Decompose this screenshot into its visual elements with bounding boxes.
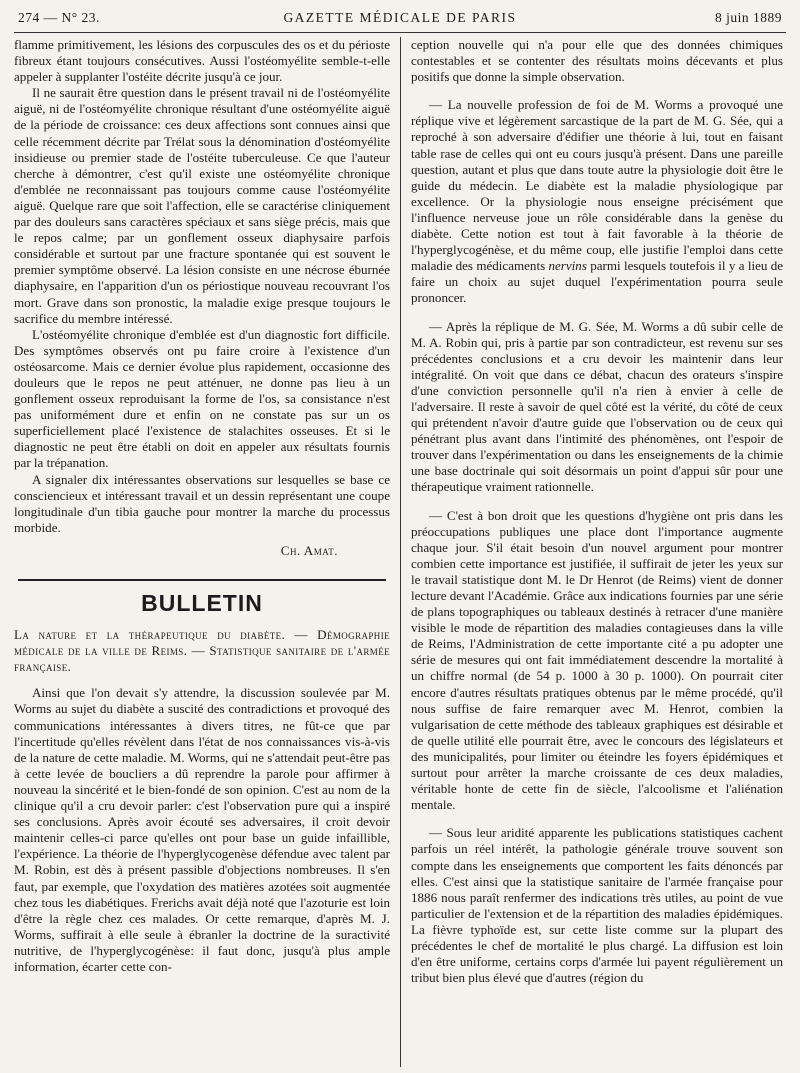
journal-title: GAZETTE MÉDICALE DE PARIS	[283, 10, 517, 25]
paragraph: Il ne saurait être question dans le présent travail ni de l'ostéomyélite aiguë, ni de l'ostéomyélite chronique résultant d'une ostéomyélite aiguë de la période de croissance: ces deux affections sont connues ainsi que celle récemment décrite par Trélat sous la dénomination d'ostéomyélite insidieuse ou premier stade de l'ostéite tuberculeuse. Ce que l'auteur cherche à démontrer, c'est qu'il existe une ostéomyélite chronique d'emblée ne reconnaissant pas toujours comme cause l'ostéomyélite aiguë. Quelque rare que soit l'affection, elle se caractérise cliniquement par des douleurs sans caractères spéciaux et sans siège précis, mais que le repos calme; par un gonflement osseux diaphysaire parfois considérable et surtout par une fracture spontanée qui est souvent le premier symptôme observé. La lésion consiste en une nécrose éburnée diaphysaire, en l'apparition d'un os périostique nouveau recouvrant l'os mort. Grave dans son pronostic, la maladie exige presque toujours le sacrifice du membre intéressé.	[14, 85, 390, 326]
paragraph-text: — La nouvelle profession de foi de M. Worms a provoqué une réplique vive et légèrement sarcastique de la part de M. G. Sée, qui a reproché à son adversaire d'édifier une théorie à lui, tout en faisant table rase de celles qui ont eu cours jusqu'à présent. Dans une pareille question, autant et plus que dans toute autre la physiologie doit être le guide du médecin. Le diabète est la maladie physiologique par excellence. Or la physiologie nous enseigne précisément que l'influence nerveuse joue un rôle considérable dans la genèse du diabète. Cette notion est tout à fait favorable à la théorie de l'hyperglycogénèse, et du même coup, elle justifie l'emploi dans cette maladie des médicaments	[411, 97, 783, 274]
page-header	[14, 4, 786, 33]
section-title: BULLETIN	[141, 590, 263, 616]
paragraph: Ainsi que l'on devait s'y attendre, la discussion soulevée par M. Worms au sujet du diabète a suscité des contradictions et provoqué des communications intéressantes à divers titres, ne fût-ce que par l'incertitude qu'elles révèlent dans l'état de nos connaissances vis-à-vis de la nature de cette maladie. M. Worms, qui ne s'attendait peut-être pas à cette levée de boucliers a dû reprendre la parole pour affirmer à nouveau la sincérité et le bien-fondé de son opinion. C'est au nom de la clinique qu'il a cru devoir parler: c'est l'observation pure qui a inspiré ses conclusions. Après avoir écouté ses adversaires, il croit devoir maintenir celles-ci parce qu'elles ont pour base un guide infaillible, l'expérience. La théorie de l'hyperglycogenèse défendue avec talent par M. Robin, est dès à présent passible d'objections nombreuses. Il s'en faut, par exemple, que l'oxydation des matières azotées soit augmentée chez tous les diabétiques. Frerichs avait déjà noté que l'azoturie est loin d'être la règle chez ces malades. Or cette remarque, d'après M. J. Worms, suffirait à elle seule à ébranler la doctrine de la suractivité nutritive, de l'hyperglycogénèse: il faut donc, jusqu'à plus ample information, écarter cette con-	[14, 685, 390, 974]
paragraph-text: parmi lesquels toutefois il y a lieu de faire un choix au sujet duquel l'expérimentation pourra seule prononcer.	[411, 258, 783, 306]
section-rule	[18, 579, 386, 581]
paragraph: — Après la réplique de M. G. Sée, M. Worms a dû subir celle de M. A. Robin qui, pris à partie par son contradicteur, est revenu sur ses précédentes conclusions et a cru devoir les maintenir dans leur intégralité. On voit que dans ce débat, chacun des orateurs s'inspire d'une conviction personnelle qu'il n'a rien à envier à celle de l'adversaire. Il reste à savoir de quel côté est la vérité, du côté de ceux qui prétendent n'avoir d'autre guide que l'observation ou de ceux qui pénétrant plus avant dans l'intimité des phénomènes, ont l'espoir de trouver dans l'expérimentation ou dans les enseignements de la chimie une base doctrinale qui soit désormais un point d'appui sûr pour une thérapeutique vraiment rationnelle.	[411, 318, 783, 495]
page-number: 274 — N° 23.	[18, 10, 100, 25]
column-divider	[400, 37, 401, 1067]
paragraph: — C'est à bon droit que les questions d'hygiène ont pris dans les préoccupations publiques une place dont l'importance augmente chaque jour. S'il était besoin d'un nouvel argument pour montrer combien cette importance est justifiée, il suffirait de jeter les yeux sur le travail statistique dont M. le Dr Henrot (de Reims) vient de donner lecture devant l'Académie. Grâce aux indications fournies par une série de plans topographiques ou tableaux destinés à retracer d'une manière visible le mode de répartition des maladies contagieuses dans la ville de Reims, l'Administration de cette importante cité a pu adopter une série de mesures qui ont fait immédiatement descendre la mortalité à un chiffre normal (de 54 p. 1000 à 30 p. 1000). On pourrait citer encore d'autres résultats pratiques obtenus par le même procédé, qu'il nous suffise de faire remarquer avec M. Henrot, combien la vulgarisation de cette méthode des tableaux graphiques est désirable et de quelle utilité elle pourrait être, avec le concours des législateurs et des municipalités, pour limiter ou éteindre les foyers épidémiques et surtout pour arrêter la marche croissante de ces deux maladies, véritable honte de cette fin de siècle, l'alcoolisme et l'aliénation mentale.	[411, 507, 783, 813]
paragraph: ception nouvelle qui n'a pour elle que des données chimiques contestables et se contenter des résultats moins décevants et plus positifs que donne la simple observation.	[411, 37, 783, 85]
author-signature: Ch. Amat.	[280, 542, 338, 558]
paragraph: — Sous leur aridité apparente les publications statistiques cachent parfois un réel intérêt, la pathologie générale trouve souvent son compte dans les enseignements que comportent les faits dénoncés par elles. C'est ainsi que la statistique sanitaire de l'armée française pour 1886 nous paraît renfermer des indications très utiles, au point de vue particulier de l'extension et de la répartition des maladies épidémiques. La fièvre typhoïde est, sur cette liste comme sur la plupart des précédentes le chef de mortalité le plus chargé. La diffusion est loin d'en être uniforme, certains corps d'armée lui payent régulièrement un tribut bien plus élevé que d'autres (région du	[411, 825, 783, 986]
paragraph: A signaler dix intéressantes observations sur lesquelles se base ce consciencieux et intéressant travail et un dessin représentant une coupe longitudinale d'un tibia gauche pour montrer la marche du processus morbide.	[14, 471, 390, 535]
paragraph: L'ostéomyélite chronique d'emblée est d'un diagnostic fort difficile. Des symptômes observés ont pu faire croire à l'existence d'un ostéosarcome. Mais ce dernier évolue plus rapidement, occasionne des douleurs que le repos ne peut atténuer, ne donne pas lieu à un gonflement osseux reproduisant la forme de l'os, sa consistance n'est pas uniformément dure et enfin on ne constate pas sur un os superficiellement placé l'existence de stalachites osseuses. Et si le diagnostic ne peut être établi on doit en appeler aux résultats fournis par la trépanation.	[14, 326, 390, 471]
right-column	[411, 37, 783, 1067]
issue-date: 8 juin 1889	[714, 10, 782, 25]
paragraph: flamme primitivement, les lésions des corpuscules des os et du périoste fibreux étant toujours consécutives. Aussi l'ostéomyélite semble-t-elle appeler à supplanter l'ostéite décrite jusqu'à ce jour.	[14, 37, 390, 85]
left-column	[14, 37, 390, 1067]
paragraph	[411, 97, 783, 306]
italic-term: nervins	[548, 258, 587, 274]
section-summary: La nature et la thérapeutique du diabète. — Démographie médicale de la ville de Reims. — Statistique sanitaire de l'armée française.	[14, 627, 390, 675]
